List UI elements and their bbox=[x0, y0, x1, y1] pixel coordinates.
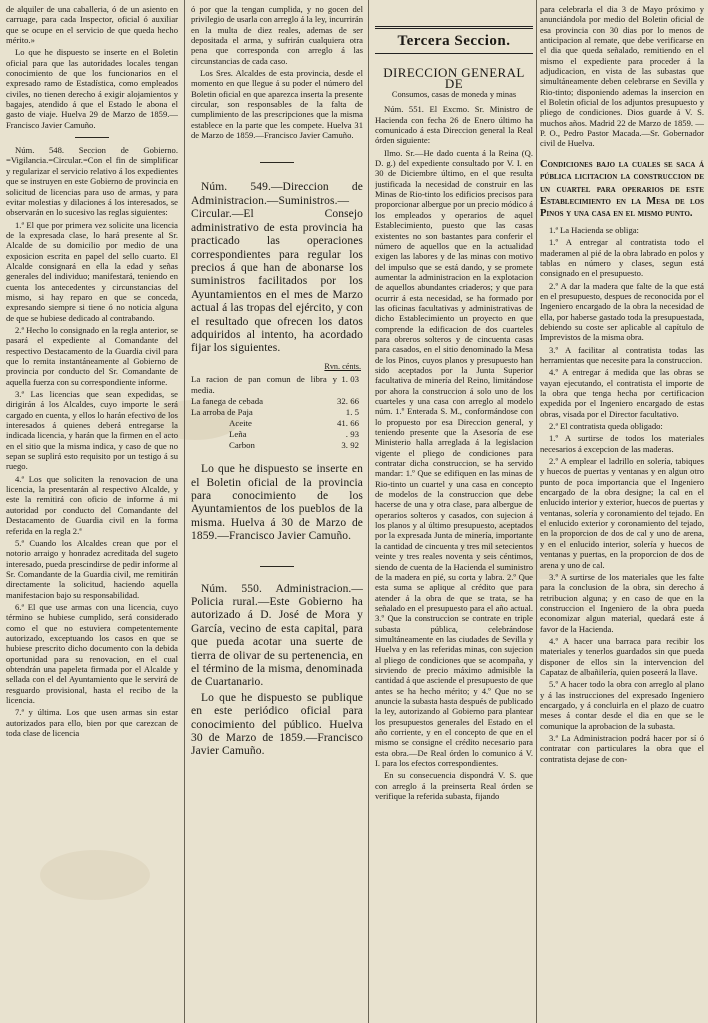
royal-order-text: Ilmo. Sr.—He dado cuenta á la Reina (Q. D. g.) del expediente consultado por V. I. en 30 de Diciembre último, en el que resulta justificada la necesidad de construir en las Minas de Rio-tinto los edificios precisos para proporcionar albergue por un precio módico á los empleados y operarios de aquel Establecimiento, puesto que las casas existentes no son bastantes para conferir el número de aquellos que en la actualidad exigen las labores y de las minas con motivo del impulso que se está dando, y se promete aumentar la administracion en la explotacion de aquellos abundantes criaderos; y que para ocurrir á esta necesidad, se ha formado por las oficinas facultativas y administrativas de dicho Establecimiento un proyecto en que comprende la edificacion de dos cuarteles para obreros solteros y de cincuenta casas para casados, en el sitio denominado la Mesa de los Pinos, cuyos planos y presupuesto han sido aceptados por la Junta Superior facultativa de minería del Reino, limitándose por ahora la construccion á solo uno de los cuarteles y una casa con arreglo al modelo núm. 1.º Enterada S. M., conformándose con lo propuesto por esa Direccion general, y teniendo presente que la Asesoría de ese Ministerio halla arreglada á la legislacion vigente el pliego de condiciones para contratar dicha construccion, se ha servido mandar: 1.º Que se edifiquen en las minas de Rio-tinto un cuartel y una casa en concepto de modelos de la construccion que debe hacerse de una y otra clase, para albergue de operarios solteros y casados, con sujecion á los planos y al último presupuesto, aceptados por la expresada Junta de minería, importante la cantidad de cincuenta y tres mil setecientos veinte y tres reales noventa y seis céntimos, siendo de cuenta de la Hacienda el suministro de la madera en pié, su corta y labra. 2.º Que esta suma se aplique al crédito que para atender á la obra de que se trata, se ha señalado en el presupuesto para el año actual. 3.º Que la construccion se contrate en triple subasta pública, celebrándose simultáneamente en las ciudades de Sevilla y Huelva y en las referidas minas, con sujecion al pliego de condiciones que se acompaña, y sirviendo de precio máximo admisible la cantidad á que asciende el presupuesto de que antes se ha hecho mérito; y 4.º Que no se anuncie la subasta hasta después de publicado la ley, autorizando al Gobierno para plantear los presupuestos generales del Estado en el año corriente, y en el concepto de que en el mismo se consigne el crédito necesario para esta obra.—De Real órden lo comunico á V. I. para los efectos correspondientes. bbox=[375, 147, 533, 769]
notice-550-closing-text: Lo que he dispuesto se publique en este periódico oficial para conocimiento del público. Huelva 30 de Marzo de 1859.—Francisco Javier Camuño. bbox=[191, 691, 363, 758]
condition-2-item: 1.º A surtirse de todos los materiales necesarios á excepcion de las maderas. bbox=[540, 433, 704, 454]
price-label: La racion de pan comun de libra y media. bbox=[191, 374, 337, 396]
notice-paragraph: Los Sres. Alcaldes de esta provincia, desde el momento en que llegue á su poder el número del Boletin oficial en que aparezca inserta la presente circular, son responsables de la falta de cumplimiento de las prescripciones que la misma establece en la parte que les compete. Huelva 31 de Marzo de 1859.—Francisco Javier Camuño. bbox=[191, 68, 363, 141]
rule-3: 3.ª Las licencias que sean expedidas, se dirigirán á los Alcaldes, cuyo importe le será cargado en cuenta, y ellos lo harán efectivo de los interesados á quienes deberá entregarse la indicada licencia, y harán que la firmen en el acto en el sitio que la misma indica, y caso de que no sepan se suplirá esto requisito por un testigo á su ruego. bbox=[6, 389, 178, 472]
rule-2: 2.ª Hecho lo consignado en la regla anterior, se pasará el expediente al Comandante del respectivo Destacamento de la Guardia civil para que lo remita instantáneamente al Gobierno de provincia por conducto del Sr. Comandante de aquella fuerza con su correspondiente informe. bbox=[6, 324, 178, 387]
notice-549-text: Núm. 549.—Direccion de Administracion.—Suministros.—Circular.—El Consejo administrativo de esta provincia ha practicado las operaciones correspondientes para regular los precios á que han de abonarse los suministros facilitados por los Ayuntamientos en el mes de Marzo actual á las tropas del ejército, y con el resultado que ofrecen los datos adquiridos al intento, ha acordado fijar los siguientes. bbox=[191, 181, 363, 355]
rule-5: 5.ª Cuando los Alcaldes crean que por el notorio arraigo y honradez acreditada del sugeto interesado, pueda prescindirse de pedir informe al Sr. Comandante de la Guardia civil, me remitirán directamente la solicitud, haciendo aquella manifestacion bajo su responsabilidad. bbox=[6, 537, 178, 600]
section-title: Tercera Seccion. bbox=[375, 26, 533, 54]
notice-549-closing-text: Lo que he dispuesto se inserte en el Boletin oficial de la provincia para conocimiento de los Ayuntamientos de los pueblos de la misma. Huelva á 30 de Marzo de 1859.—Francisco Javier Camuño. bbox=[191, 463, 363, 543]
price-value: 41. 66 bbox=[337, 418, 359, 429]
notice-549 bbox=[191, 181, 363, 355]
column-rule bbox=[536, 0, 537, 1023]
rule-7: 7.ª y última. Los que usen armas sin estar autorizados para ello, bien por que carezcan de toda clase de licencia bbox=[6, 707, 178, 739]
price-label: La arroba de Paja bbox=[191, 407, 253, 418]
column-rule bbox=[368, 0, 369, 1023]
condition-2: 2.ª El contratista queda obligado: bbox=[549, 421, 663, 432]
price-table-header bbox=[193, 362, 361, 372]
price-label: Aceite bbox=[229, 418, 252, 429]
notice-550 bbox=[191, 583, 363, 759]
price-value: 1. 5 bbox=[345, 407, 359, 418]
price-row bbox=[191, 396, 363, 407]
condition-2-item: 4.º A hacer una barraca para recibir los materiales y tenerlos guardados sin que pueda disponer de ellos sin la intervencion del Capataz de albañilería, quien poseerá la llave. bbox=[540, 635, 704, 677]
separator bbox=[260, 566, 294, 567]
notice-548-heading: Núm. 548. Seccion de Gobierno. =Vigilancia.=Circular.=Con el fin de simplificar y regularizar el servicio relativo á los expedientes que se instruyen en este Gobierno de provincia en solicitud de licencias para uso de armas, y para evitar molestias y dilaciones á los interesados, se observarán en lo sucesivo las reglas siguientes: bbox=[6, 145, 178, 218]
condition-1-item: 3.º A facilitar al contratista todas las herramientas que necesite para la construccion. bbox=[540, 344, 704, 365]
price-value: 1. 03 bbox=[341, 374, 359, 385]
column-rule bbox=[184, 0, 185, 1023]
separator bbox=[75, 137, 109, 138]
price-row bbox=[191, 429, 363, 440]
notice-551-consequence: En su consecuencia dispondrá V. S. que con arreglo á la preinserta Real órden se verifique la referida subasta, fijando bbox=[375, 770, 533, 802]
separator bbox=[260, 162, 294, 163]
price-value: 3. 92 bbox=[341, 440, 359, 451]
price-label: La fanega de cebada bbox=[191, 396, 264, 407]
condition-2-item: 2.º A emplear el ladrillo en solería, tabiques y huecos de puertas y ventanas y en algun otro punto de poca importancia que el Ingeniero encargado de la obra designe; la cal en el enlucido interior y exterior, huecos de puertas y ventanas, solería y coronamiento del tejado. En el enlucido exterior y coronamiento del tejado, en la proporcion de dos de cal y uno de arena, y en el enlucido interior, solería y huecos de ventanas y puertas, en la proporcion de dos de arena y uno de cal. bbox=[540, 456, 704, 570]
price-table bbox=[191, 374, 363, 451]
column-3 bbox=[375, 4, 533, 1017]
column-2 bbox=[191, 4, 363, 1017]
conditions-heading bbox=[540, 159, 704, 221]
price-row bbox=[191, 440, 363, 451]
notice-paragraph: Lo que he dispuesto se inserte en el Boletin oficial para que las autoridades locales tengan conocimiento de que los funcionarios en el expresado ramo de Estadística, como empleados civiles, no tienen derecho á exigir alojamientos y bagajes, atendido á que el Estado le abona el gasto de viaje. Huelva 29 de Marzo de 1859.—Francisco Javier Camuño. bbox=[6, 47, 178, 130]
notice-550-text: Núm. 550. Administracion.—Policia rural.—Este Gobierno ha autorizado á D. José de Mora y García, vecino de esta capital, para que pueda acotar una suerte de tierra de olivar de su pertenencia, en el término de la misma, denominada de Cuartanario. bbox=[191, 582, 363, 689]
column-4 bbox=[540, 4, 704, 1017]
column-4-continuation: para celebrarla el dia 3 de Mayo próximo y anunciándola por medio del Boletin oficial de esa provincia con 30 dias por lo menos de anticipacion al remate, que debe verificarse en el dia que queda señalado, remitiendo en el mismo el expediente para proceder á la adjudicacion, en vista de las subastas que simultáneamente deben celebrarse en Sevilla y Rio-tinto; disponiendo ademas la insercion en el Boletin oficial de los adjuntos presupuesto y pliego de condiciones. Dios guarde á V. S. muchos años. Madrid 22 de Marzo de 1859. —P. O., Pedro Pastor Macada.—Sr. Gobernador civil de Huelva. bbox=[540, 4, 704, 149]
column-1 bbox=[6, 4, 178, 1017]
condition-1-item: 2.º A dar la madera que falte de la que está en el presupuesto, despues de reconocida por el Ingeniero encargado de la obra la necesidad de ella, por haberse gastado toda la presupuestada, debiendo su coste ser aplicable al capítulo de Imprevistos de la misma obra. bbox=[540, 280, 704, 343]
column-1-intro: de alquiler de una caballeria, ó de un asiento en carruage, para cada Inspector, oficial ó auxiliar que se ocupe en el servicio de que queda hecho mérito.» bbox=[6, 4, 178, 46]
column-2-continuation: ó por que la tengan cumplida, y no gocen del privilegio de usarla con arreglo á la ley, incurrirán en la multa de diez reales, ademas de ser depositada el arma, y sufrirán cualquiera otra pena que corresponda con arreglo á las circunstancias de cada caso. bbox=[191, 4, 363, 66]
condition-2-item: 5.º A hacer todo la obra con arreglo al plano y á las instrucciones del expresado Ingeniero encargado, y á concluirla en el plazo de cuatro meses á contar desde el dia en que se le comunique la aprobacion de la subasta. bbox=[540, 679, 704, 731]
rule-6: 6.ª El que use armas con una licencia, cuyo término se hubiese cumplido, será considerado como el que no estuviera competentemente autorizado, exceptuando los casos en que se hubiese prescrito dicho documento con la debida oportunidad para su renovacion, en el cual obtendrán una papeleta firmada por el Alcalde y sellada con el del Ayuntamiento que le servirá de resguardo provisional, hasta el recibo de la licencia. bbox=[6, 601, 178, 705]
price-value: 32. 66 bbox=[337, 396, 359, 407]
condition-1: 1.ª La Hacienda se obliga: bbox=[549, 224, 639, 235]
price-row bbox=[191, 418, 363, 429]
condition-1-item: 1.º A entregar al contratista todo el maderamen al pié de la obra labrado en polos y tablas en número y clases, segun está consignado en el presupuesto. bbox=[540, 237, 704, 279]
condition-3: 3.ª La Administracion podrá hacer por sí ó contratar con particulares la obra que el contratista dejase de con- bbox=[540, 733, 704, 764]
condition-2-item: 3.º A surtirse de los materiales que les falte para la conclusion de la obra, sin derecho á retribucion alguna; y en caso de que en la construccion el Ingeniero de la obra pueda economizar algun material, quedará este á favor de la Hacienda. bbox=[540, 571, 704, 634]
price-value: . 93 bbox=[345, 429, 359, 440]
rule-1: 1.ª El que por primera vez solicite una licencia de la expresada clase, lo hará presente al Sr. Alcalde de su domicilio por medio de una exposicion escrita en papel del sello cuarto. El Alcalde consignará en ella la edad y señas generales del individuo; manifestará, teniendo en cuenta los antecedentes y circunstancias del mismo, si hay reparo en que se conceda, expresando siempre si tiene ó no noticia alguna de que se hubiese dedicado al contrabando. bbox=[6, 219, 178, 323]
price-label: Carbon bbox=[229, 440, 255, 451]
price-row bbox=[191, 374, 363, 396]
price-units-label: Rvn. cénts. bbox=[324, 361, 361, 371]
notice-551-heading: Núm. 551. El Excmo. Sr. Ministro de Hacienda con fecha 26 de Enero último ha comunicado á esta Direccion general la Real órden siguiente: bbox=[375, 104, 533, 146]
price-label: Leña bbox=[229, 429, 247, 440]
rule-4: 4.ª Los que soliciten la renovacion de una licencia, la presentarán al respectivo Alcalde, y este la remitirá con oficio de informe á mi autoridad por conducto del Comandante del Destacamento de Guardia civil en la forma referida en la regla 2.ª bbox=[6, 473, 178, 536]
direction-title: DIRECCION GENERAL DE bbox=[383, 65, 525, 91]
price-row bbox=[191, 407, 363, 418]
conditions-heading-text: Condiciones bajo la cuales se saca á pública licitacion la construccion de un cuartel para operarios de este Establecimiento en la Mesa de los Pinos y una casa en el mismo punto. bbox=[540, 158, 704, 220]
direction-subtitle: Consumos, casas de moneda y minas bbox=[391, 90, 517, 100]
notice-549-closing bbox=[191, 463, 363, 543]
condition-1-item: 4.º A entregar á medida que las obras se vayan ejecutando, el contratista el importe de la obra que tenga hecha por certificacion expedida por el Ingeniero encargado de estas obras, visada por el Director facultativo. bbox=[540, 367, 704, 419]
